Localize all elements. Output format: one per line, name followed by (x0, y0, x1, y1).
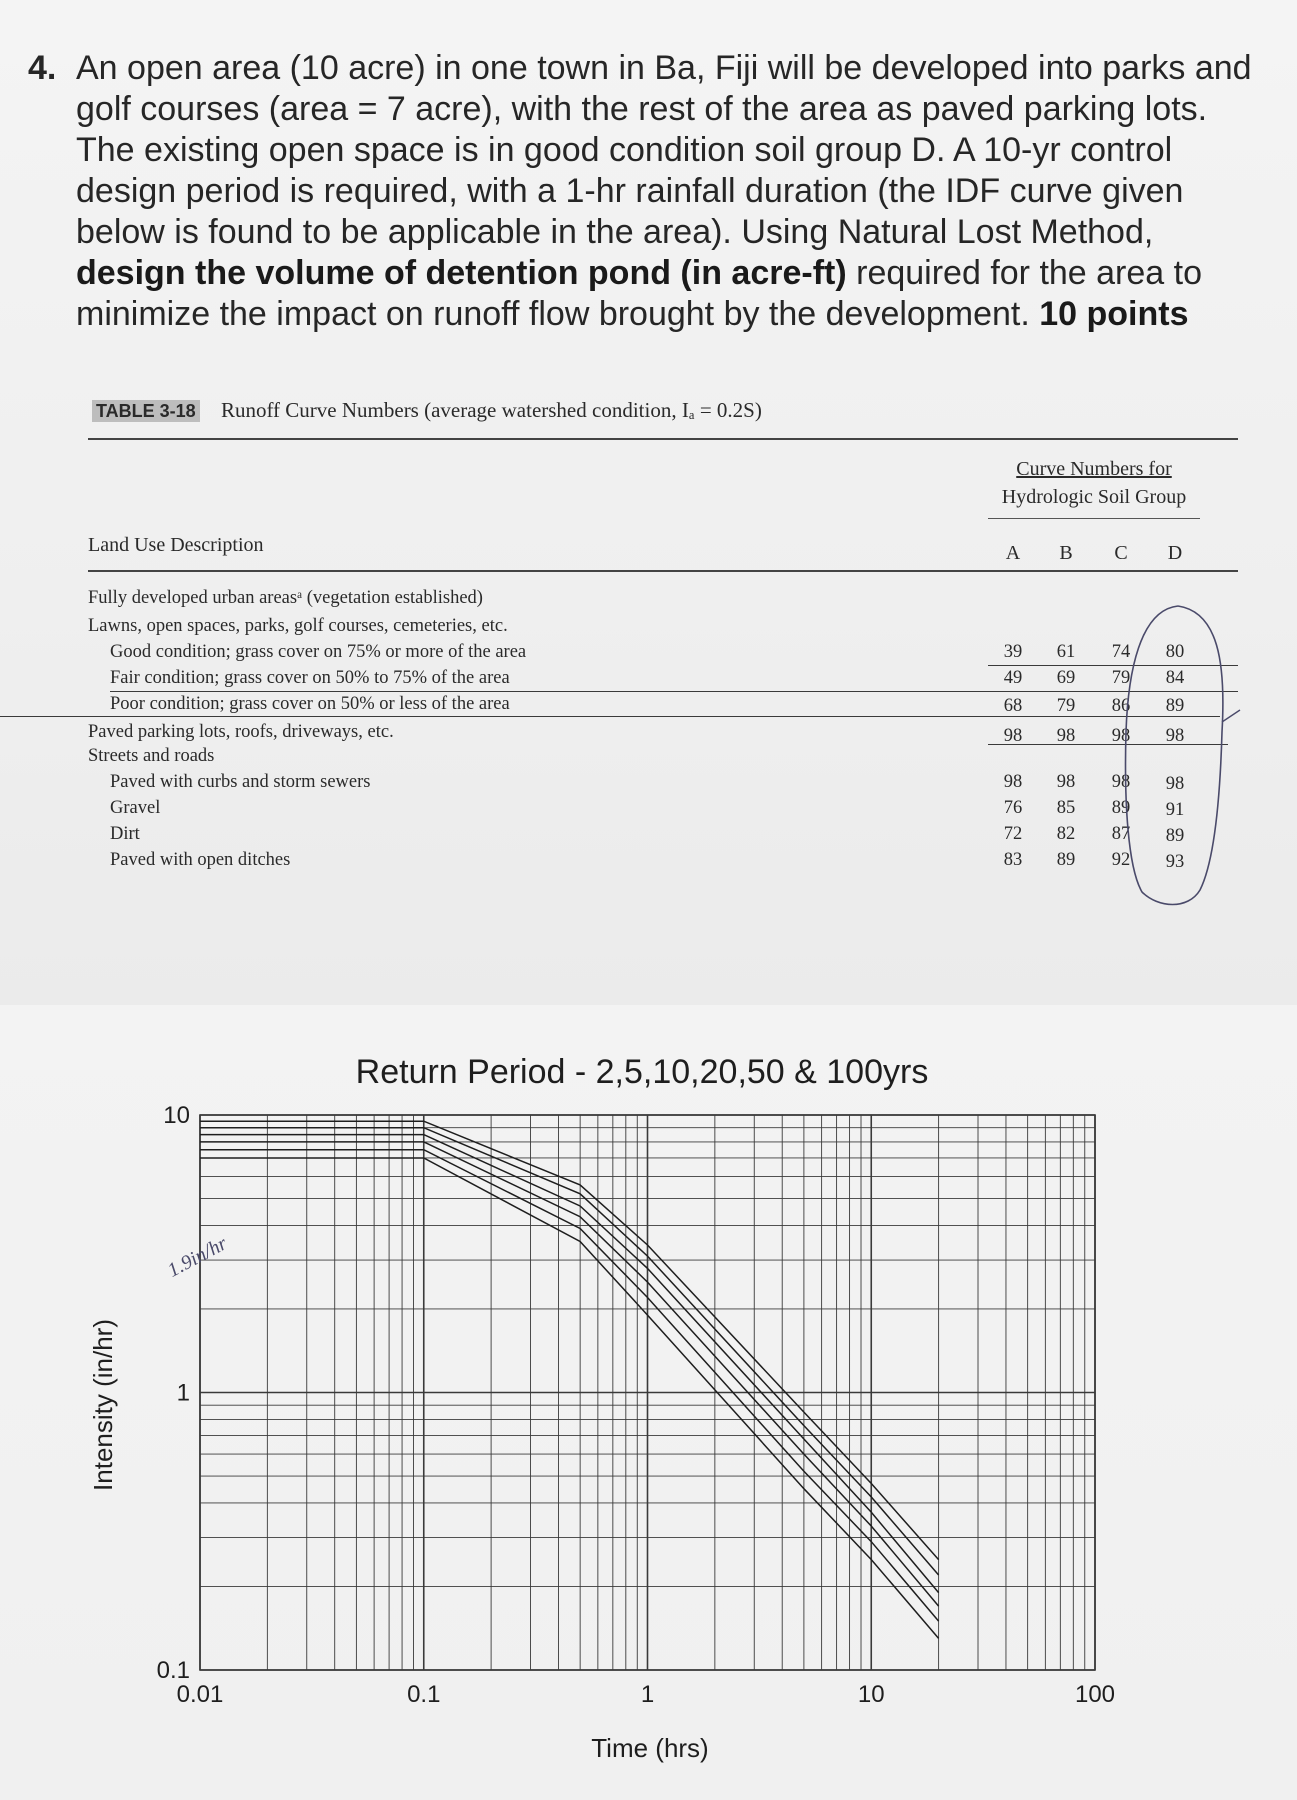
row-label-open-ditches: Paved with open ditches (110, 850, 291, 870)
chart-handwritten-annotation: 1.9in/hr (164, 1232, 231, 1282)
idf-curve-6 (200, 1121, 939, 1559)
cell-curbs-c: 98 (1111, 772, 1131, 792)
cell-curbs-a: 98 (1003, 772, 1023, 792)
cell-fair-a: 49 (1003, 668, 1023, 688)
question-text (76, 48, 1258, 335)
y-tick-label: 0.1 (156, 1657, 190, 1684)
cell-gravel-b: 85 (1056, 798, 1076, 818)
idf-curve-3 (200, 1142, 939, 1606)
cell-paved-d: 98 (1165, 726, 1185, 746)
cell-good-b: 61 (1056, 642, 1076, 662)
cell-ditches-c: 92 (1111, 850, 1131, 870)
x-tick-label: 0.1 (407, 1681, 441, 1708)
cell-fair-b: 69 (1056, 668, 1076, 688)
section-label-urban: Fully developed urban areasᵃ (vegetation established) (88, 588, 483, 608)
cell-ditches-b: 89 (1056, 850, 1076, 870)
row-label-poor: Poor condition; grass cover on 50% or less of the area (110, 694, 510, 714)
cell-good-a: 39 (1003, 642, 1023, 662)
group-header-b: B (1059, 542, 1073, 564)
x-tick-label: 10 (857, 1681, 885, 1708)
cn-header-rule (988, 518, 1200, 519)
cell-fair-c: 79 (1111, 668, 1131, 688)
cell-dirt-b: 82 (1056, 824, 1076, 844)
cn-header-line1: Curve Numbers for (1016, 458, 1172, 480)
idf-curve-5 (200, 1128, 939, 1575)
group-header-c: C (1114, 542, 1128, 564)
cell-curbs-d: 98 (1165, 774, 1185, 794)
question-block (28, 48, 1258, 335)
cell-dirt-c: 87 (1111, 824, 1131, 844)
land-use-header: Land Use Description (88, 534, 264, 556)
question-bold-part: design the volume of detention pond (in acre-ft) (76, 254, 847, 292)
question-points: 10 points (1039, 295, 1189, 333)
cell-curbs-b: 98 (1056, 772, 1076, 792)
row-label-gravel: Gravel (110, 798, 161, 818)
table-top-rule (88, 438, 1238, 440)
row-label-dirt: Dirt (110, 824, 140, 844)
x-tick-label: 1 (640, 1681, 655, 1708)
y-tick-label: 10 (163, 1102, 190, 1129)
chart-grid (200, 1115, 1095, 1670)
idf-curve-4 (200, 1135, 939, 1593)
cell-paved-b: 98 (1056, 726, 1076, 746)
section-label-streets: Streets and roads (88, 746, 215, 766)
row-label-paved-parking: Paved parking lots, roofs, driveways, etc. (88, 722, 394, 742)
cell-dirt-a: 72 (1003, 824, 1023, 844)
cell-paved-c: 98 (1111, 726, 1131, 746)
hand-circle-column-d (1118, 602, 1238, 912)
question-part1: An open area (10 acre) in one town in Ba, Fiji will be developed into parks and golf courses (area = 7 acre), with the rest of the area as paved parking lots. The existing open space is in good condition soil group D. A 10-yr control design period is required, with a 1-hr rainfall duration (the IDF curve given below is found to be applicable in the area). Using Natural Lost Method, (76, 49, 1252, 251)
cell-poor-a: 68 (1003, 696, 1023, 716)
cell-gravel-a: 76 (1003, 798, 1023, 818)
x-tick-label: 100 (1074, 1681, 1116, 1708)
chart-title: Return Period - 2,5,10,20,50 & 100yrs (355, 1053, 929, 1091)
cell-poor-c: 86 (1111, 696, 1131, 716)
table-caption (92, 398, 762, 423)
cell-poor-b: 79 (1056, 696, 1076, 716)
cn-header-line2: Hydrologic Soil Group (1001, 486, 1187, 508)
chart-ylabel: Intensity (in/hr) (88, 1319, 118, 1491)
cell-gravel-d: 91 (1165, 800, 1185, 820)
cell-ditches-a: 83 (1003, 850, 1023, 870)
cell-good-c: 74 (1111, 642, 1131, 662)
table-header-rule (88, 570, 1238, 572)
row-label-fair: Fair condition; grass cover on 50% to 75% of the area (110, 668, 510, 688)
chart-xlabel: Time (hrs) (591, 1733, 709, 1763)
cell-poor-d: 89 (1165, 696, 1185, 716)
cell-fair-d: 84 (1165, 668, 1185, 688)
table-tag: TABLE 3-18 (92, 400, 200, 422)
cell-dirt-d: 89 (1165, 826, 1185, 846)
table-caption-text: Runoff Curve Numbers (average watershed condition, Iₐ = 0.2S) (220, 398, 762, 422)
x-tick-label: 0.01 (176, 1681, 224, 1708)
row-label-curbs: Paved with curbs and storm sewers (110, 772, 371, 792)
idf-curve-1 (200, 1158, 939, 1638)
cell-paved-a: 98 (1003, 726, 1023, 746)
idf-curve-2 (200, 1150, 939, 1621)
group-header-d: D (1167, 542, 1183, 564)
cell-ditches-d: 93 (1165, 852, 1185, 872)
curve-number-table (88, 392, 1238, 912)
question-number: 4. (28, 49, 57, 87)
idf-chart (0, 1005, 1297, 1800)
cell-good-d: 80 (1165, 642, 1185, 662)
row-label-good: Good condition; grass cover on 75% or more of the area (110, 642, 527, 662)
hand-underline-fair (110, 691, 1238, 692)
section-label-lawns: Lawns, open spaces, parks, golf courses, cemeteries, etc. (88, 616, 508, 636)
group-header-a: A (1005, 542, 1021, 564)
question-part2: required for the area to minimize the impact on runoff flow brought by the development. (76, 254, 1203, 333)
cell-gravel-c: 89 (1111, 798, 1131, 818)
hand-underline-poor (0, 716, 1220, 717)
y-tick-label: 1 (176, 1379, 190, 1407)
